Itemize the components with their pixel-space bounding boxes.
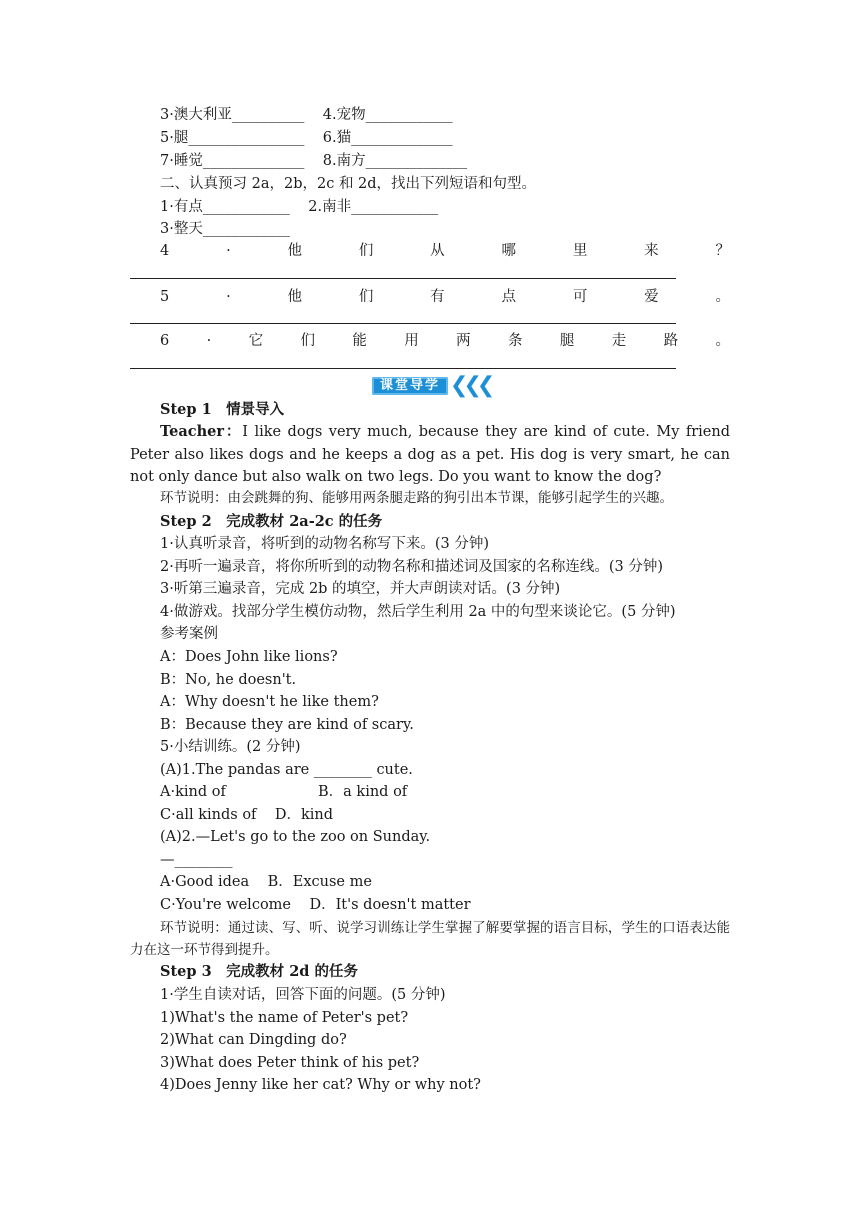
phrase-line-3: 3·整天____________: [160, 221, 290, 237]
dialogue-line: A：Why doesn't he like them?: [160, 694, 379, 710]
question-2-blank: —________: [160, 852, 233, 868]
sentence-char: 能: [352, 333, 367, 349]
step2-title: Step 2 完成教材 2a-2c 的任务: [160, 513, 383, 530]
sentence-char: 。: [715, 333, 730, 349]
dialogue-line: B：No, he doesn't.: [160, 672, 297, 688]
sentence-char: 哪: [501, 243, 516, 259]
step3-task-1: 1·学生自读对话，回答下面的问题。(5 分钟): [160, 987, 446, 1003]
sentence-char: 们: [358, 289, 374, 305]
sentence-char: 们: [358, 243, 374, 259]
question-2: (A)2.—Let's go to the zoo on Sunday.: [160, 829, 431, 845]
step2-task-1: 1·认真听录音，将听到的动物名称写下来。(3 分钟): [160, 536, 489, 552]
answer-line-4: [130, 278, 676, 279]
question-1-options-ab: A·kind of B．a kind of: [160, 784, 408, 800]
vocab-line-7-8: 7·睡觉______________ 8.南方______________: [160, 153, 468, 169]
step3-question: 1)What's the name of Peter's pet?: [160, 1010, 409, 1026]
step2-task-3: 3·听第三遍录音，完成 2b 的填空，并大声朗读对话。(3 分钟): [160, 581, 561, 597]
sentence-char: 他: [287, 243, 302, 259]
sentence-char: 从: [430, 243, 445, 259]
sentence-char: 可: [572, 289, 588, 305]
sentence-6: [160, 331, 730, 351]
answer-line-5: [130, 323, 676, 324]
banner-label: 课堂导学: [372, 377, 448, 395]
chevron-left-icon: ❮❮❮: [450, 373, 491, 398]
dialogue-line: B：Because they are kind of scary.: [160, 717, 414, 733]
sentence-4: [160, 241, 730, 261]
sentence-char: ？: [715, 243, 730, 259]
phrase-line-1-2: 1·有点____________ 2.南非____________: [160, 199, 439, 215]
step2-task-4: 4·做游戏。找部分学生模仿动物，然后学生利用 2a 中的句型来谈论它。(5 分钟): [160, 604, 676, 620]
question-1: (A)1.The pandas are ________ cute.: [160, 762, 413, 778]
sentence-char: 6: [160, 333, 170, 349]
step3-question: 4)Does Jenny like her cat? Why or why not?: [160, 1077, 481, 1093]
sentence-char: 点: [501, 289, 516, 305]
step2-task-2: 2·再听一遍录音，将你所听到的动物名称和描述词及国家的名称连线。(3 分钟): [160, 559, 663, 575]
question-2-options-ab: A·Good idea B．Excuse me: [160, 874, 372, 890]
sentence-char: 条: [507, 333, 523, 349]
step3-title: Step 3 完成教材 2d 的任务: [160, 963, 358, 980]
section-banner: [372, 373, 491, 398]
sentence-char: 用: [404, 333, 419, 349]
sentence-char: 5: [160, 289, 170, 305]
sentence-char: ·: [226, 243, 231, 259]
question-1-options-cd: C·all kinds of D．kind: [160, 807, 334, 823]
sentence-char: 。: [715, 289, 730, 305]
sentence-5: [160, 287, 730, 307]
answer-line-6: [130, 368, 676, 369]
question-2-options-cd: C·You're welcome D．It's doesn't matter: [160, 897, 471, 913]
vocab-line-3-4: 3·澳大利亚__________ 4.宠物____________: [160, 107, 453, 123]
sentence-char: 两: [456, 333, 471, 349]
sentence-char: 它: [248, 333, 264, 349]
reference-heading: 参考案例: [160, 626, 218, 642]
sentence-char: 里: [572, 243, 588, 259]
sentence-char: ·: [206, 333, 212, 349]
step2-note: 环节说明：通过读、写、听、说学习训练让学生掌握了解要掌握的语言目标，学生的口语表达能力在这一环节得到提升。: [130, 920, 730, 958]
step1-title: Step 1 情景导入: [160, 401, 285, 418]
sentence-char: 4: [160, 243, 170, 259]
dialogue-line: A：Does John like lions?: [160, 649, 338, 665]
sentence-char: 走: [611, 333, 627, 349]
step3-question: 3)What does Peter think of his pet?: [160, 1055, 420, 1071]
sentence-char: 有: [430, 289, 445, 305]
step2-task-5: 5·小结训练。(2 分钟): [160, 739, 301, 755]
step3-question: 2)What can Dingding do?: [160, 1032, 347, 1048]
sentence-char: 爱: [644, 289, 659, 305]
preview-heading: 二、认真预习 2a，2b，2c 和 2d，找出下列短语和句型。: [160, 176, 537, 192]
teacher-label: Teacher：: [160, 423, 243, 440]
vocab-line-5-6: 5·腿________________ 6.猫______________: [160, 130, 453, 146]
sentence-char: 腿: [559, 333, 575, 349]
sentence-char: 们: [300, 333, 315, 349]
teacher-paragraph: [130, 421, 730, 489]
sentence-char: ·: [226, 289, 231, 305]
sentence-char: 他: [287, 289, 302, 305]
teacher-text: I like dogs very much, because they are kind of cute. My friend Peter also likes dogs and he keeps a dog as a pet. His dog is very smart, he can not only dance but also walk on two legs. Do you want to know the dog?: [130, 424, 730, 485]
sentence-char: 来: [644, 243, 659, 259]
sentence-char: 路: [663, 333, 679, 349]
step1-note: 环节说明：由会跳舞的狗、能够用两条腿走路的狗引出本节课，能够引起学生的兴趣。: [160, 490, 673, 506]
